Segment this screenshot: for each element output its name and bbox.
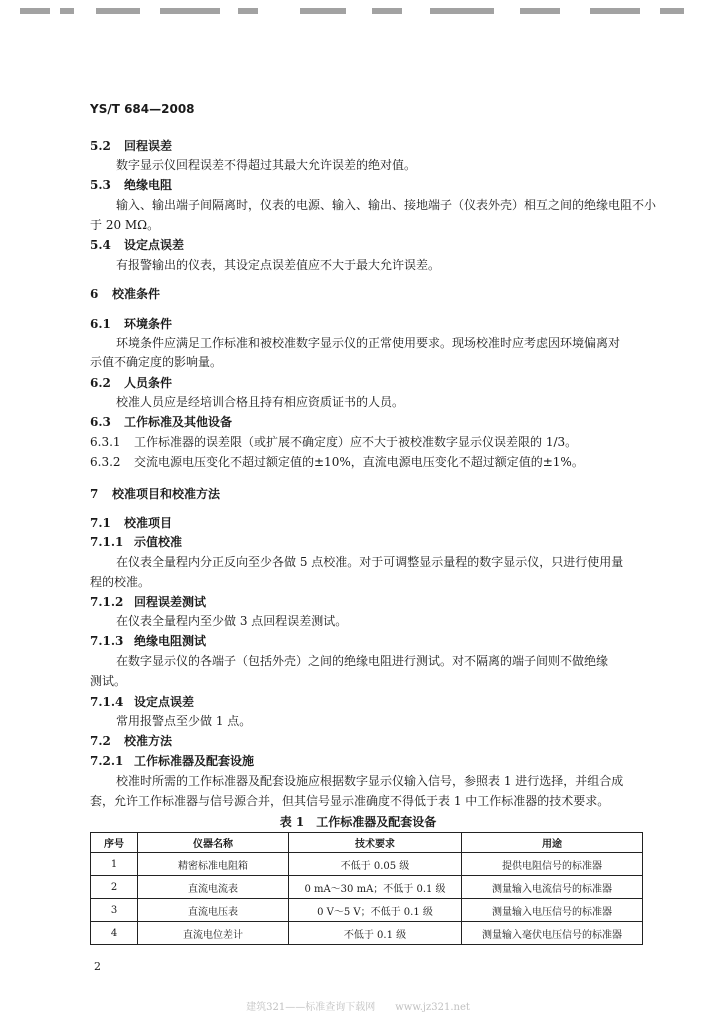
table-cell: 0 V～5 V；不低于 0.1 级 [289, 899, 462, 922]
table-caption: 表 1 工作标准器及配套设备 [279, 815, 437, 829]
para-6-1-line1: 环境条件应满足工作标准和被校准数字显示仪的正常使用要求。现场校准时应考虑因环境偏离对 [116, 336, 621, 350]
heading-5-3: 5.3 绝缘电阻 [90, 178, 173, 192]
para-7-1-4: 常用报警点至少做 1 点。 [116, 714, 252, 728]
heading-6-2: 6.2 人员条件 [90, 376, 173, 390]
para-7-1-1-line1: 在仪表全量程内分正反向至少各做 5 点校准。对于可调整显示量程的数字显示仪，只进行使用量 [116, 555, 624, 569]
table-cell: 2 [91, 876, 138, 899]
heading-6-3: 6.3 工作标准及其他设备 [90, 415, 233, 429]
para-6-3-2: 6.3.2 交流电源电压变化不超过额定值的±10%，直流电源电压变化不超过额定值的±1%。 [90, 455, 584, 469]
heading-7-1-4: 7.1.4 设定点误差 [90, 695, 195, 709]
para-7-1-1-line2: 程的校准。 [90, 575, 151, 589]
para-5-3-line1: 输入、输出端子间隔离时，仪表的电源、输入、输出、接地端子（仪表外壳）相互之间的绝缘电阻不小 [116, 198, 657, 212]
col-header-purpose: 用途 [462, 833, 643, 853]
footer-watermark: 建筑321——标准查询下载网 www.jz321.net [246, 1002, 470, 1013]
heading-6: 6 校准条件 [90, 287, 161, 301]
table-cell: 直流电流表 [138, 876, 289, 899]
col-header-requirement: 技术要求 [289, 833, 462, 853]
para-7-1-3-line2: 测试。 [90, 674, 127, 688]
heading-6-1: 6.1 环境条件 [90, 317, 173, 331]
para-7-2-1-line1: 校准时所需的工作标准器及配套设施应根据数字显示仪输入信号，参照表 1 进行选择，并组合成 [116, 774, 624, 788]
table-cell: 测量输入毫伏电压信号的标准器 [462, 922, 643, 945]
heading-7: 7 校准项目和校准方法 [90, 487, 221, 501]
para-6-3-1: 6.3.1 工作标准器的误差限（或扩展不确定度）应不大于被校准数字显示仪误差限的 1/3。 [90, 435, 578, 449]
para-7-2-1-line2: 套，允许工作标准器与信号源合并，但其信号显示准确度不得低于表 1 中工作标准器的技术要求。 [90, 794, 610, 808]
table-cell: 4 [91, 922, 138, 945]
heading-7-1-1: 7.1.1 示值校准 [90, 535, 183, 549]
scan-top-band [0, 0, 716, 22]
table-cell: 1 [91, 853, 138, 876]
heading-5-2: 5.2 回程误差 [90, 139, 173, 153]
para-5-3-line2: 于 20 MΩ。 [90, 218, 160, 232]
table-row [91, 853, 643, 876]
table-cell: 直流电位差计 [138, 922, 289, 945]
heading-7-1: 7.1 校准项目 [90, 516, 173, 530]
table-cell: 3 [91, 899, 138, 922]
col-header-instrument: 仪器名称 [138, 833, 289, 853]
table-cell: 不低于 0.05 级 [289, 853, 462, 876]
table-cell: 测量输入电流信号的标准器 [462, 876, 643, 899]
table-cell: 提供电阻信号的标准器 [462, 853, 643, 876]
table-header-row [91, 833, 643, 853]
para-6-1-line2: 示值不确定度的影响量。 [90, 355, 223, 369]
para-7-1-3-line1: 在数字显示仪的各端子（包括外壳）之间的绝缘电阻进行测试。对不隔离的端子间则不做绝缘 [116, 654, 609, 668]
para-5-4: 有报警输出的仪表，其设定点误差值应不大于最大允许误差。 [116, 258, 441, 272]
col-header-index: 序号 [91, 833, 138, 853]
table-cell: 不低于 0.1 级 [289, 922, 462, 945]
table-row [91, 899, 643, 922]
equipment-table [90, 832, 643, 945]
table-cell: 测量输入电压信号的标准器 [462, 899, 643, 922]
heading-7-2: 7.2 校准方法 [90, 734, 173, 748]
table-cell: 直流电压表 [138, 899, 289, 922]
heading-7-1-3: 7.1.3 绝缘电阻测试 [90, 634, 207, 648]
table-row [91, 876, 643, 899]
para-7-1-2: 在仪表全量程内至少做 3 点回程误差测试。 [116, 614, 348, 628]
standard-code: YS/T 684—2008 [90, 102, 195, 116]
heading-5-4: 5.4 设定点误差 [90, 238, 185, 252]
heading-7-2-1: 7.2.1 工作标准器及配套设施 [90, 754, 255, 768]
heading-7-1-2: 7.1.2 回程误差测试 [90, 595, 207, 609]
para-6-2: 校准人员应是经培训合格且持有相应资质证书的人员。 [116, 395, 405, 409]
para-5-2: 数字显示仪回程误差不得超过其最大允许误差的绝对值。 [116, 158, 417, 172]
table-cell: 0 mA～30 mA；不低于 0.1 级 [289, 876, 462, 899]
page-number: 2 [94, 960, 101, 973]
table-row [91, 922, 643, 945]
table-cell: 精密标准电阻箱 [138, 853, 289, 876]
